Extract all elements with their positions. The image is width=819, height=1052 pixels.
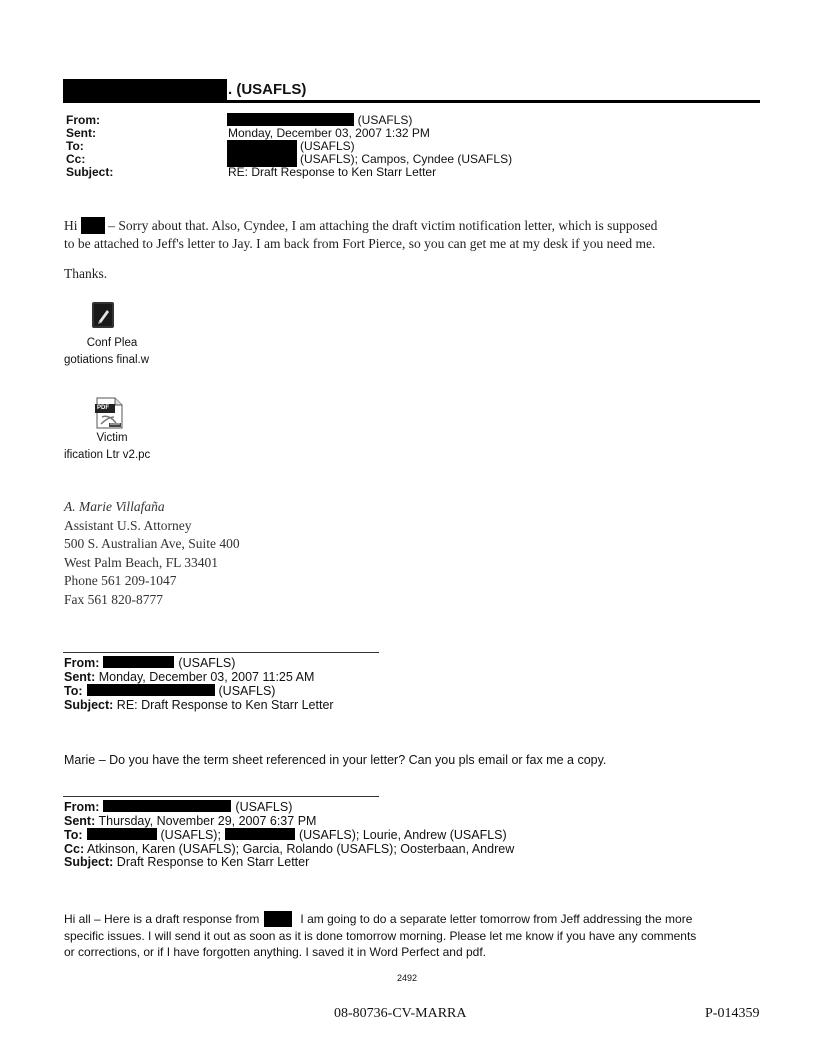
forward1-to-row <box>64 684 334 699</box>
subject-value: RE: Draft Response to Ken Starr Letter <box>228 165 437 179</box>
body-text: I am going to do a separate letter tomorrow from Jeff addressing the more <box>300 912 693 926</box>
forward2-to-row <box>64 828 514 843</box>
forward2-sent-row <box>64 815 514 829</box>
cc-value: Atkinson, Karen (USAFLS); Garcia, Rolando (USAFLS); Oosterbaan, Andrew <box>86 841 515 856</box>
case-number: 08-80736-CV-MARRA <box>334 1006 467 1021</box>
signature-address1: 500 S. Australian Ave, Suite 400 <box>64 536 240 551</box>
forward2-body-line3: or corrections, or if I have forgotten anything. I saved it in Word Perfect and pdf. <box>64 945 486 959</box>
redaction-inline <box>87 684 215 696</box>
to-label: To: <box>64 684 83 698</box>
sent-value: Monday, December 03, 2007 1:32 PM <box>228 126 430 140</box>
forward1-from-row <box>64 656 334 671</box>
header-labels <box>66 114 113 179</box>
greeting: Hi <box>64 218 78 233</box>
attachment-victim-notification[interactable] <box>94 397 124 429</box>
from-label: From: <box>64 800 100 814</box>
pdf-badge: PDF <box>97 405 109 411</box>
adobe-mark: Adobe <box>110 422 121 426</box>
body-text: Hi all – Here is a draft response from <box>64 912 260 926</box>
from-value: . (USAFLS) <box>351 113 413 127</box>
forward1-sent-row <box>64 671 334 685</box>
separator-line <box>63 652 379 653</box>
cc-label: Cc: <box>66 152 86 166</box>
cc-value: (USAFLS); Campos, Cyndee (USAFLS) <box>300 152 513 166</box>
redaction-inline <box>103 656 174 668</box>
separator-line <box>63 796 379 797</box>
attachment-name-line1: Victim <box>96 432 128 444</box>
forward2-body <box>64 911 696 961</box>
signature-phone: Phone 561 209-1047 <box>64 573 177 588</box>
to-value: (USAFLS); Lourie, Andrew (USAFLS) <box>298 828 507 842</box>
signature-address2: West Palm Beach, FL 33401 <box>64 554 219 570</box>
message-line-1 <box>64 216 657 235</box>
sent-value: Monday, December 03, 2007 11:25 AM <box>98 669 315 684</box>
redaction-inline <box>225 828 295 840</box>
page-number: 2492 <box>397 973 418 983</box>
subject-label: Subject: <box>66 165 114 179</box>
forward2-cc-row <box>64 843 514 857</box>
email-title: . (USAFLS) <box>228 81 307 98</box>
from-label: From: <box>66 113 100 127</box>
redaction-block <box>227 113 354 126</box>
forward1-header <box>64 656 334 712</box>
document-icon <box>92 302 114 328</box>
sent-label: Sent: <box>66 126 96 140</box>
to-value: (USAFLS) <box>218 684 276 698</box>
sent-label: Sent: <box>64 669 96 684</box>
subject-value: Draft Response to Ken Starr Letter <box>116 855 310 869</box>
signature-title: Assistant U.S. Attorney <box>64 517 192 533</box>
attachment-name-line2: gotiations final.w <box>64 354 150 366</box>
forward1-subject-row <box>64 699 334 713</box>
forward2-from-row <box>64 800 514 815</box>
forward2-body-line1 <box>64 911 696 928</box>
bates-number: P-014359 <box>705 1006 760 1021</box>
from-value: (USAFLS) <box>178 656 236 670</box>
redaction-block <box>63 79 227 101</box>
signature-fax: Fax 561 820-8777 <box>64 591 163 607</box>
attachment-label[interactable] <box>64 335 160 369</box>
to-value: (USAFLS) <box>300 139 355 153</box>
to-label: To: <box>64 828 83 842</box>
redaction-inline <box>81 217 105 234</box>
redaction-block <box>227 140 297 167</box>
redaction-inline <box>103 800 231 812</box>
attachment-name-line2: ification Ltr v2.pc <box>64 449 151 461</box>
redaction-inline <box>87 828 157 840</box>
message-line-2: to be attached to Jeff's letter to Jay. I am back from Fort Pierce, so you can get me at my desk if you need me. <box>64 236 656 251</box>
subject-label: Subject: <box>64 855 114 869</box>
redaction-inline <box>264 911 292 927</box>
from-value: (USAFLS) <box>235 800 293 814</box>
forward2-subject-row <box>64 856 514 870</box>
thanks-text: Thanks. <box>64 266 108 281</box>
sent-value: Thursday, November 29, 2007 6:37 PM <box>98 813 317 828</box>
signature-name: A. Marie Villafaña <box>64 499 165 514</box>
subject-label: Subject: <box>64 697 114 712</box>
attachment-label[interactable] <box>64 430 160 464</box>
attachment-name-line1: Conf Plea <box>86 337 138 349</box>
forward2-body-line2: specific issues. I will send it out as soon as it is done tomorrow morning. Please let me know if you have any comments <box>64 928 697 943</box>
subject-value: RE: Draft Response to Ken Starr Letter <box>116 697 334 712</box>
from-label: From: <box>64 656 100 670</box>
sent-label: Sent: <box>64 813 96 828</box>
to-label: To: <box>66 139 84 153</box>
to-value: (USAFLS); <box>160 828 221 842</box>
message-text: – Sorry about that. Also, Cyndee, I am attaching the draft victim notification letter, which is supposed <box>108 218 658 233</box>
forward2-header <box>64 800 514 870</box>
forward1-body: Marie – Do you have the term sheet referenced in your letter? Can you pls email or fax me a copy. <box>64 753 607 767</box>
cc-label: Cc: <box>64 841 85 856</box>
header-rule <box>63 100 760 103</box>
attachment-conf-plea[interactable] <box>92 302 114 328</box>
signature-block <box>64 498 240 609</box>
